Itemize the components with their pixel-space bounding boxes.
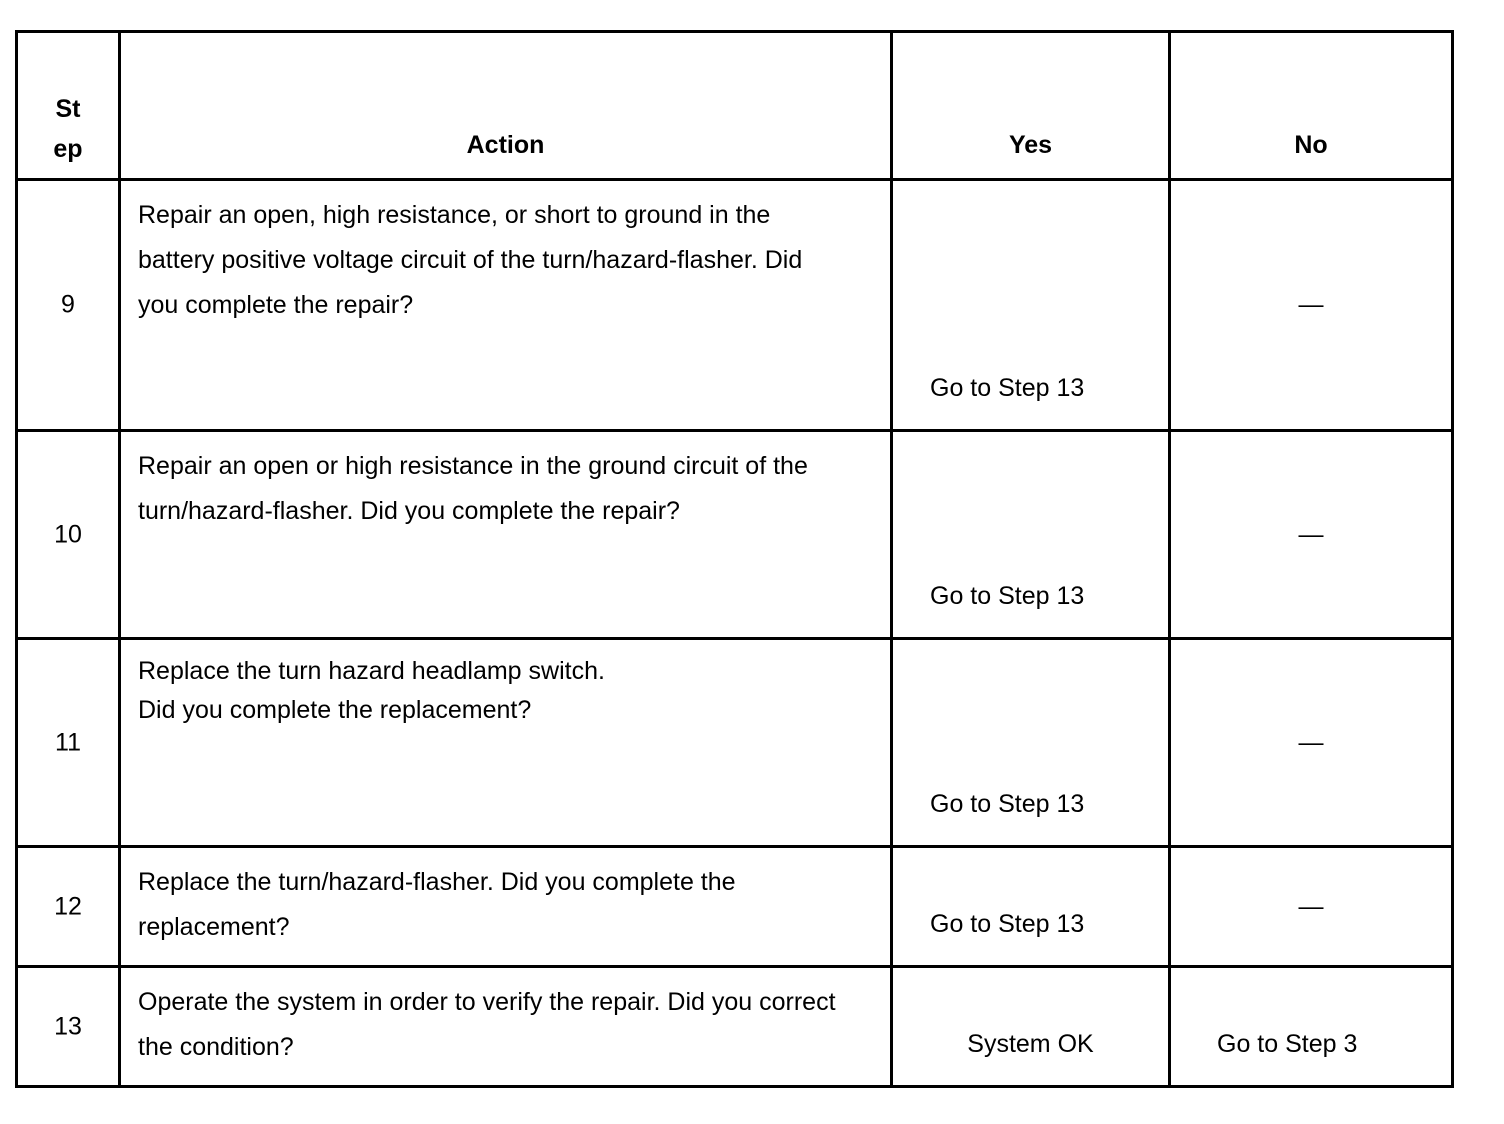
table-row bbox=[17, 180, 1453, 431]
action-line: Replace the turn hazard headlamp switch. bbox=[138, 657, 605, 685]
step-cell bbox=[17, 967, 120, 1087]
action-cell bbox=[120, 639, 892, 847]
action-cell bbox=[120, 847, 892, 967]
no-cell bbox=[1170, 180, 1453, 431]
table-row bbox=[17, 967, 1453, 1087]
action-cell bbox=[120, 180, 892, 431]
no-cell bbox=[1170, 431, 1453, 639]
action-text: Repair an open or high resistance in the ground circuit of the turn/hazard-flasher. Did you complete the repair? bbox=[138, 452, 808, 525]
step-cell bbox=[17, 431, 120, 639]
step-cell bbox=[17, 847, 120, 967]
yes-cell bbox=[892, 967, 1170, 1087]
action-text: Replace the turn/hazard-flasher. Did you complete the replacement? bbox=[138, 868, 736, 941]
no-result: Go to Step 3 bbox=[1217, 1030, 1358, 1058]
yes-result: System OK bbox=[967, 1030, 1094, 1058]
step-number: 12 bbox=[54, 892, 82, 920]
action-cell bbox=[120, 967, 892, 1087]
no-cell bbox=[1170, 967, 1453, 1087]
no-result: — bbox=[1298, 520, 1324, 548]
no-result: — bbox=[1298, 728, 1324, 756]
header-no-label: No bbox=[1294, 131, 1328, 159]
table-row bbox=[17, 639, 1453, 847]
action-cell bbox=[120, 431, 892, 639]
header-yes bbox=[892, 32, 1170, 180]
yes-cell bbox=[892, 847, 1170, 967]
header-step-label: St ep bbox=[53, 95, 83, 163]
step-number: 11 bbox=[55, 728, 81, 756]
yes-result: Go to Step 13 bbox=[930, 910, 1085, 938]
step-number: 13 bbox=[54, 1012, 82, 1040]
action-text: Operate the system in order to verify the repair. Did you correct the condition? bbox=[138, 988, 836, 1061]
yes-cell bbox=[892, 180, 1170, 431]
table-row bbox=[17, 847, 1453, 967]
header-action-label: Action bbox=[466, 131, 545, 159]
no-cell bbox=[1170, 639, 1453, 847]
no-result: — bbox=[1298, 892, 1324, 920]
no-result: — bbox=[1298, 290, 1324, 319]
step-cell bbox=[17, 639, 120, 847]
yes-result: Go to Step 13 bbox=[930, 790, 1085, 818]
header-action bbox=[120, 32, 892, 180]
step-number: 10 bbox=[54, 520, 82, 548]
no-cell bbox=[1170, 847, 1453, 967]
diagnostic-table bbox=[15, 30, 1454, 1088]
header-no bbox=[1170, 32, 1453, 180]
header-step bbox=[17, 32, 120, 180]
yes-cell bbox=[892, 639, 1170, 847]
header-yes-label: Yes bbox=[1008, 131, 1053, 159]
step-cell bbox=[17, 180, 120, 431]
header-row bbox=[17, 32, 1453, 180]
action-text: Repair an open, high resistance, or short to ground in the battery positive voltage circuit of the turn/hazard-flasher. Did you complete the repair? bbox=[138, 201, 803, 319]
step-number: 9 bbox=[61, 290, 75, 319]
action-text bbox=[121, 640, 890, 730]
action-line: Did you complete the replacement? bbox=[138, 696, 532, 724]
table-row bbox=[17, 431, 1453, 639]
yes-cell bbox=[892, 431, 1170, 639]
yes-result: Go to Step 13 bbox=[930, 582, 1085, 610]
yes-result: Go to Step 13 bbox=[930, 374, 1085, 402]
